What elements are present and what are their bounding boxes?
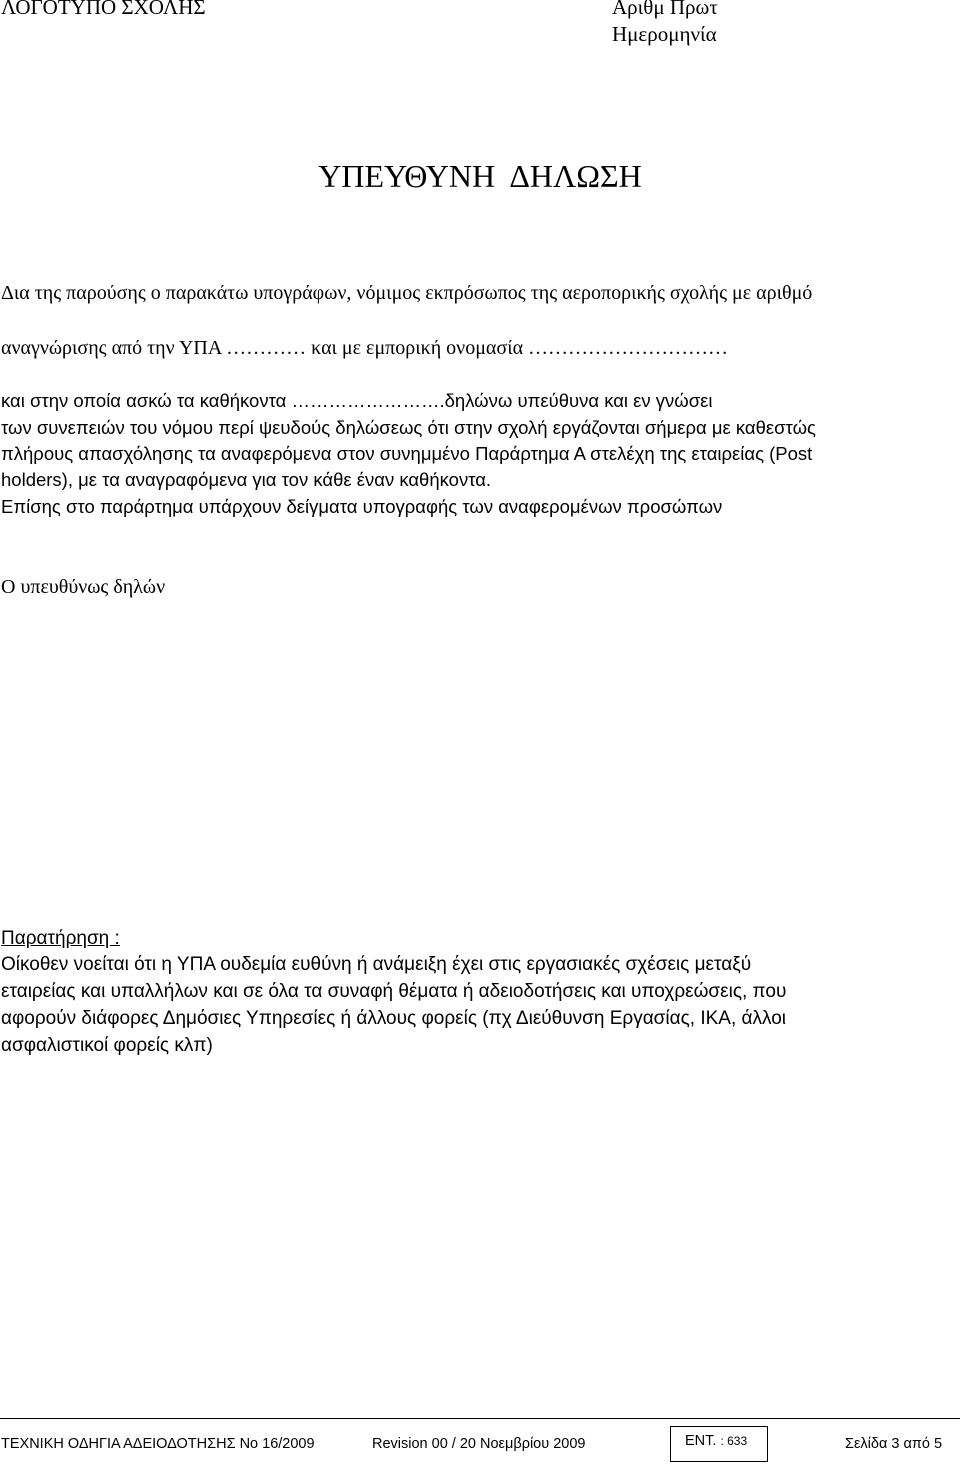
note-line-2: εταιρείας και υπαλλήλων και σε όλα τα συναφή θέματα ή αδειοδοτήσεις και υποχρεώσεις, που [1,981,787,1002]
footer-divider [0,1418,960,1419]
ent-number [685,1433,747,1449]
body-line-7: Επίσης στο παράρτημα υπάρχουν δείγματα υπογραφής των αναφερομένων προσώπων [1,496,723,517]
declarant-label: Ο υπευθύνως δηλών [1,576,166,598]
school-logo-placeholder: ΛΟΓΟΤΥΠΟ ΣΧΟΛΗΣ [1,0,206,19]
body-line-5: πλήρους απασχόλησης τα αναφερόμενα στον συνημμένο Παράρτημα Α στελέχη της εταιρείας (Post [1,443,813,464]
body-line-2: αναγνώρισης από την ΥΠΑ ………… και με εμπορική ονομασία ………………………… [1,337,729,359]
body-line-3: και στην οποία ασκώ τα καθήκοντα …………………….δηλώνω υπεύθυνα και εν γνώσει [1,390,713,411]
body-line-1: Δια της παρούσης ο παρακάτω υπογράφων, νόμιμος εκπρόσωπος της αεροπορικής σχολής με αριθμό [1,282,813,304]
body-line-6: holders), με τα αναγραφόμενα για τον κάθε έναν καθήκοντα. [1,469,492,490]
date-label: Ημερομηνία [612,22,717,46]
ent-value: : 633 [720,1434,748,1448]
protocol-number-label: Αριθμ Πρωτ [612,0,718,19]
footer-revision: Revision 00 / 20 Νοεμβρίου 2009 [372,1436,586,1452]
note-label: Παρατήρηση : [1,928,120,949]
ent-label: ΕΝΤ. [685,1433,717,1449]
note-line-3: αφορούν διάφορες Δημόσιες Υπηρεσίες ή άλλους φορείς (πχ Διεύθυνση Εργασίας, ΙΚΑ, άλλοι [1,1008,786,1029]
document-title: ΥΠΕΥΘΥΝΗ ΔΗΛΩΣΗ [318,158,642,194]
body-line-4: των συνεπειών του νόμου περί ψευδούς δηλώσεως ότι στην σχολή εργάζονται σήμερα με καθεστώς [1,417,816,438]
note-line-1: Οίκοθεν νοείται ότι η ΥΠΑ ουδεμία ευθύνη ή ανάμειξη έχει στις εργασιακές σχέσεις μεταξύ [1,954,752,975]
note-line-4: ασφαλιστικοί φορείς κλπ) [1,1035,213,1056]
footer-directive: ΤΕΧΝΙΚΗ ΟΔΗΓΙΑ ΑΔΕΙΟΔΟΤΗΣΗΣ Νο 16/2009 [1,1436,315,1452]
page-number: Σελίδα 3 από 5 [845,1436,943,1452]
